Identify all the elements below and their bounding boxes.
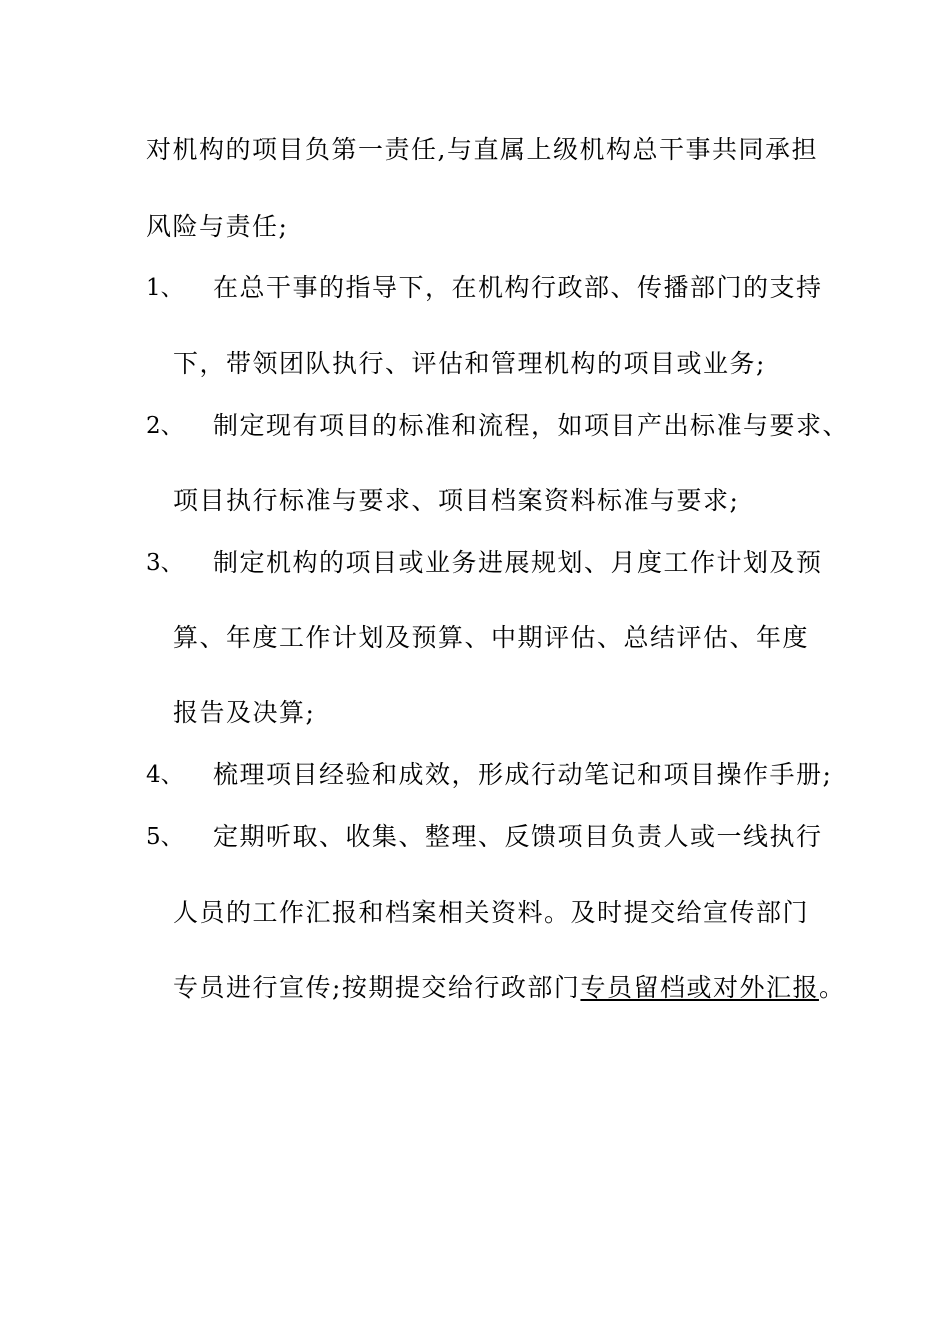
item-5-line-2: 人员的工作汇报和档案相关资料。及时提交给宣传部门 [173, 898, 810, 927]
item-4-number: 4、 [146, 762, 184, 788]
item-5-line-1: 定期听取、收集、整理、反馈项目负责人或一线执行 [213, 822, 823, 851]
intro-line-2: 风险与责任; [146, 212, 289, 241]
item-5-line-3-text: 专员进行宣传;按期提交给行政部门 [173, 973, 581, 1002]
item-1-number: 1、 [146, 275, 184, 301]
item-2-line-2: 项目执行标准与要求、项目档案资料标准与要求; [173, 486, 740, 515]
item-5-underlined-text: 专员留档或对外汇报 [580, 973, 819, 1002]
item-5-line-3-end: 。 [818, 973, 846, 1002]
intro-line-1: 对机构的项目负第一责任,与直属上级机构总干事共同承担 [146, 135, 818, 164]
item-1-line-1: 在总干事的指导下，在机构行政部、传播部门的支持 [213, 273, 823, 302]
item-2-number: 2、 [146, 413, 184, 439]
item-5-number: 5、 [146, 824, 184, 850]
item-2-line-1: 制定现有项目的标准和流程，如项目产出标准与要求、 [213, 411, 850, 440]
item-4-line-1: 梳理项目经验和成效，形成行动笔记和项目操作手册; [213, 760, 833, 789]
item-3-line-3: 报告及决算; [173, 698, 316, 727]
item-3-number: 3、 [146, 550, 184, 576]
item-3-line-2: 算、年度工作计划及预算、中期评估、总结评估、年度 [173, 623, 810, 652]
item-3-line-1: 制定机构的项目或业务进展规划、月度工作计划及预 [213, 548, 823, 577]
item-5-line-3 [173, 971, 845, 1005]
item-1-line-2: 下，带领团队执行、评估和管理机构的项目或业务; [173, 349, 766, 378]
